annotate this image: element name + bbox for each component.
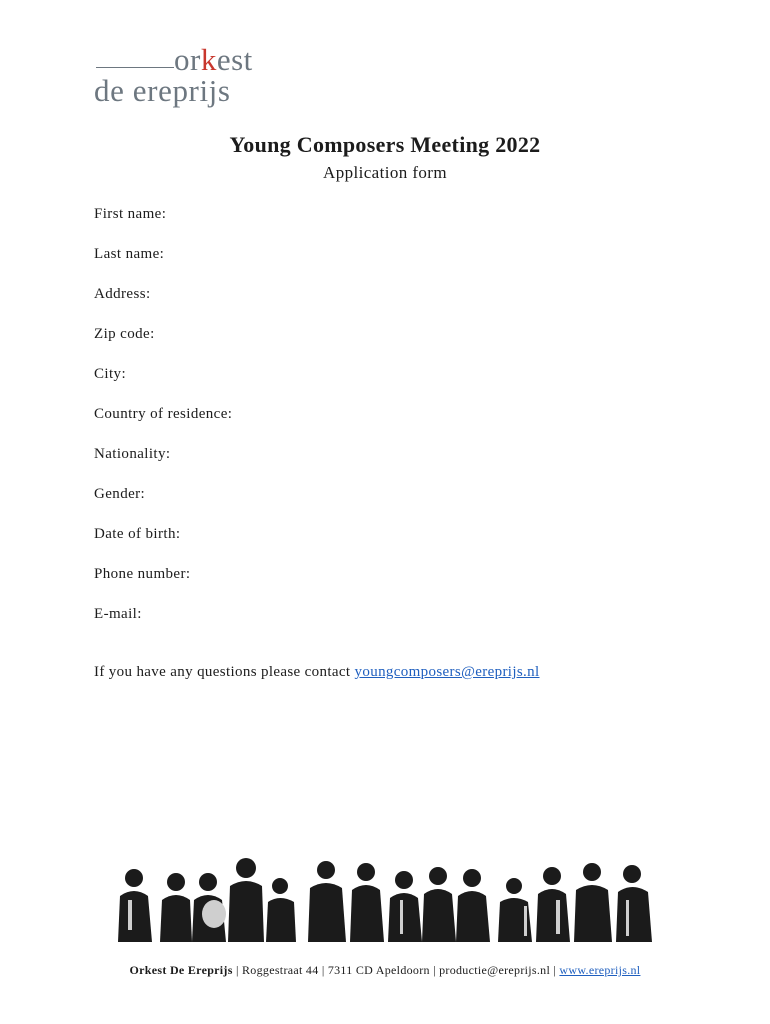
contact-email-link[interactable]: youngcomposers@ereprijs.nl bbox=[354, 664, 540, 680]
field-date-of-birth[interactable]: Date of birth: bbox=[94, 526, 181, 542]
field-address[interactable]: Address: bbox=[94, 286, 151, 302]
field-phone[interactable]: Phone number: bbox=[94, 566, 191, 582]
footer-website-link[interactable]: www.ereprijs.nl bbox=[559, 963, 641, 977]
field-first-name[interactable]: First name: bbox=[94, 206, 167, 222]
logo-line2: de ereprijs bbox=[94, 73, 231, 108]
field-gender[interactable]: Gender: bbox=[94, 486, 146, 502]
field-zip-code[interactable]: Zip code: bbox=[94, 326, 155, 342]
footer bbox=[0, 963, 770, 978]
page-subtitle: Application form bbox=[323, 163, 447, 182]
orchestra-group-photo bbox=[104, 856, 666, 942]
logo-rule bbox=[96, 67, 174, 68]
page-title: Young Composers Meeting 2022 bbox=[229, 132, 541, 157]
form-fields bbox=[94, 204, 232, 644]
field-country[interactable]: Country of residence: bbox=[94, 406, 233, 422]
field-nationality[interactable]: Nationality: bbox=[94, 446, 171, 462]
footer-address: | Roggestraat 44 | 7311 CD Apeldoorn | productie@ereprijs.nl | bbox=[232, 963, 560, 977]
logo-line1: orkest bbox=[174, 42, 253, 77]
field-last-name[interactable]: Last name: bbox=[94, 246, 165, 262]
contact-text: If you have any questions please contact bbox=[94, 664, 355, 680]
footer-org: Orkest De Ereprijs bbox=[129, 963, 233, 977]
contact-line bbox=[94, 664, 540, 681]
field-email[interactable]: E-mail: bbox=[94, 606, 142, 622]
orkest-logo bbox=[94, 44, 284, 110]
field-city[interactable]: City: bbox=[94, 366, 127, 382]
